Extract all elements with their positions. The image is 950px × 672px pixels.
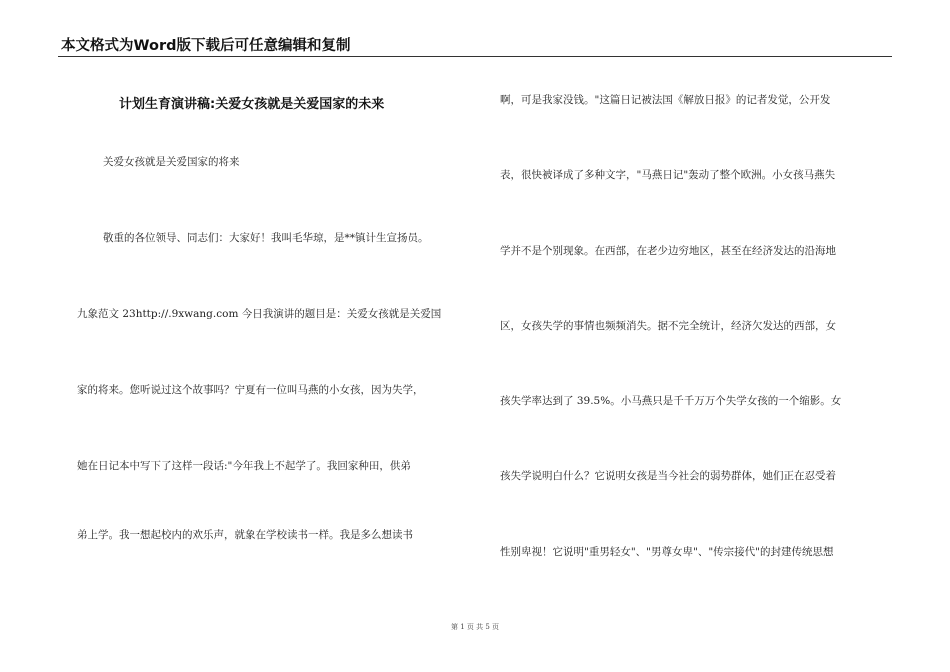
right-line: 表，很快被译成了多种文字，"马燕日记"轰动了整个欧洲。小女孩马燕失 — [500, 169, 836, 181]
right-line: 学并不是个别现象。在西部，在老少边穷地区，甚至在经济发达的沿海地 — [500, 245, 836, 257]
right-line: 孩失学说明白什么？它说明女孩是当今社会的弱势群体，她们正在忍受着 — [500, 470, 836, 482]
right-line: 性别卑视！它说明"重男轻女"、"男尊女卑"、"传宗接代"的封建传统思想 — [500, 546, 834, 558]
left-line: 九象范文 23http://.9xwang.com 今日我演讲的题目是：关爱女孩就是关爱国 — [77, 308, 442, 320]
header-divider — [58, 56, 892, 57]
left-line: 她在日记本中写下了这样一段话:"今年我上不起学了。我回家种田，供弟 — [77, 460, 411, 472]
left-line: 弟上学。我一想起校内的欢乐声，就象在学校读书一样。我是多么想读书 — [77, 529, 413, 541]
left-line: 家的将来。您听说过这个故事吗？宁夏有一位叫马燕的小女孩，因为失学， — [77, 384, 424, 396]
left-line-subtitle: 关爱女孩就是关爱国家的将来 — [103, 156, 240, 168]
right-line: 区，女孩失学的事情也频频消失。据不完全统计，经济欠发达的西部，女 — [500, 320, 836, 332]
right-line: 啊，可是我家没钱。"这篇日记被法国《解放日报》的记者发觉，公开发 — [500, 94, 831, 106]
page-header: 本文格式为Word版下载后可任意编辑和复制 — [61, 38, 351, 54]
document-title: 计划生育演讲稿:关爱女孩就是关爱国家的未来 — [119, 97, 385, 112]
page-number: 第 1 页 共 5 页 — [450, 623, 500, 631]
left-line: 敬重的各位领导、同志们：大家好！我叫毛华琼，是**镇计生宣扬员。 — [103, 232, 429, 244]
right-line: 孩失学率达到了 39.5%。小马燕只是千千万万个失学女孩的一个缩影。女 — [500, 395, 842, 407]
